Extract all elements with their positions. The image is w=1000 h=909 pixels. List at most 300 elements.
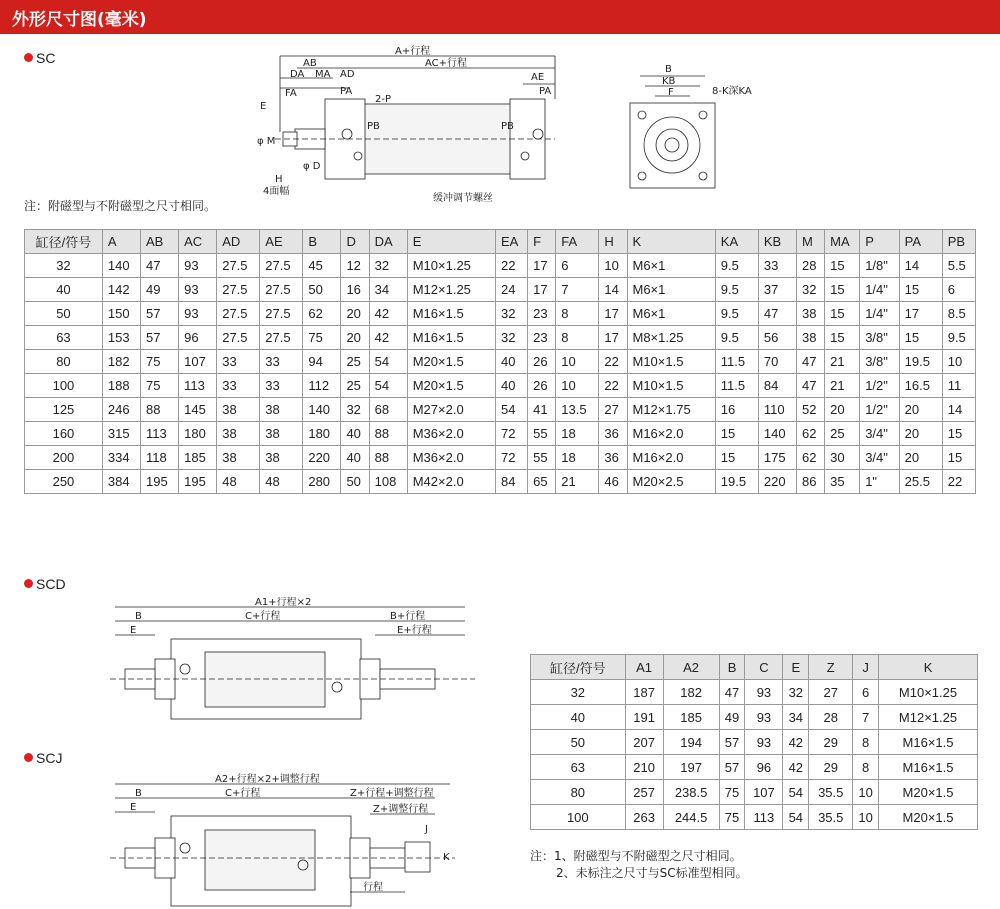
table-cell: 10 [853, 780, 879, 805]
table-cell: 93 [745, 705, 783, 730]
table-cell: 113 [179, 374, 217, 398]
table-cell: 11.5 [715, 350, 758, 374]
table-row [531, 730, 978, 755]
column-header: KB [758, 230, 796, 254]
table-cell: 32 [783, 680, 809, 705]
dim-4-flats: 4面幅 [263, 186, 290, 197]
table-cell: 47 [796, 350, 824, 374]
table-cell: M16×2.0 [627, 446, 715, 470]
table-cell: 150 [102, 302, 140, 326]
dim-stroke: 行程 [363, 882, 383, 893]
table-cell: 27 [599, 398, 627, 422]
table-cell: 20 [899, 446, 942, 470]
table-row [25, 350, 976, 374]
table-cell: 27.5 [217, 302, 260, 326]
dim-pa-right: PA [539, 86, 552, 97]
table-cell: M20×1.5 [407, 350, 495, 374]
table-cell: 10 [942, 350, 975, 374]
table-cell: 72 [496, 446, 528, 470]
table-cell: 17 [599, 326, 627, 350]
column-header: FA [556, 230, 599, 254]
table-cell: 47 [758, 302, 796, 326]
table-cell: 8 [556, 302, 599, 326]
table-cell: 100 [531, 805, 626, 830]
column-header: A2 [663, 655, 719, 680]
table-cell: 384 [102, 470, 140, 494]
table-cell: 197 [663, 755, 719, 780]
table-cell: 45 [303, 254, 341, 278]
table-cell: M36×2.0 [407, 422, 495, 446]
table-cell: 49 [141, 278, 179, 302]
column-header: B [719, 655, 745, 680]
column-header: C [745, 655, 783, 680]
table-cell: 6 [556, 254, 599, 278]
table-cell: 52 [796, 398, 824, 422]
table-cell: 112 [303, 374, 341, 398]
page-title: 外形尺寸图(毫米) [12, 10, 147, 30]
table-cell: 15 [942, 446, 975, 470]
table-cell: M16×2.0 [627, 422, 715, 446]
table-cell: 108 [369, 470, 407, 494]
table-cell: 84 [758, 374, 796, 398]
table-cell: 315 [102, 422, 140, 446]
table-cell: 1/2" [860, 398, 899, 422]
table-row [531, 680, 978, 705]
table-cell: M12×1.75 [627, 398, 715, 422]
table-cell: 34 [783, 705, 809, 730]
table-cell: 1/4" [860, 302, 899, 326]
table-cell: 62 [796, 446, 824, 470]
table-cell: 23 [528, 302, 556, 326]
header-bar [0, 0, 1000, 34]
table-row [25, 326, 976, 350]
dim-h: H [275, 174, 283, 185]
table-cell: M20×1.5 [407, 374, 495, 398]
table-cell: 32 [796, 278, 824, 302]
column-header: 缸径/符号 [531, 655, 626, 680]
dim-da: DA [290, 69, 305, 80]
table-cell: 118 [141, 446, 179, 470]
table-cell: 22 [599, 350, 627, 374]
table-cell: 20 [899, 422, 942, 446]
table-cell: 27.5 [260, 326, 303, 350]
dim-j: J [425, 824, 428, 835]
dim-phi-m: φ M [257, 136, 276, 147]
dim-b: B [135, 611, 142, 622]
table-cell: 94 [303, 350, 341, 374]
dim-z-adjust: Z+调整行程 [373, 804, 429, 815]
dim-e-stroke: E+行程 [397, 625, 432, 636]
table-cell: 10 [556, 350, 599, 374]
table-cell: 38 [217, 446, 260, 470]
table-cell: 238.5 [663, 780, 719, 805]
table-cell: 47 [796, 374, 824, 398]
table-cell: 14 [599, 278, 627, 302]
table-cell: 88 [369, 422, 407, 446]
table-cell: 93 [179, 302, 217, 326]
table-cell: 15 [825, 278, 860, 302]
table-cell: 33 [758, 254, 796, 278]
table-cell: 140 [303, 398, 341, 422]
column-header: PA [899, 230, 942, 254]
table-cell: 210 [625, 755, 663, 780]
table-cell: 40 [496, 374, 528, 398]
table-cell: M16×1.5 [879, 730, 978, 755]
table-cell: 207 [625, 730, 663, 755]
table-cell: 10 [599, 254, 627, 278]
column-header: EA [496, 230, 528, 254]
dim-pa-left: PA [340, 86, 353, 97]
table-cell: 15 [825, 254, 860, 278]
table-cell: 6 [853, 680, 879, 705]
sc-end-drawing [610, 58, 790, 198]
table-cell: 28 [809, 705, 853, 730]
table-cell: M6×1 [627, 302, 715, 326]
table-cell: 10 [853, 805, 879, 830]
dim-e: E [260, 101, 267, 112]
table-cell: 38 [260, 398, 303, 422]
dim-z-stroke-adjust: Z+行程+调整行程 [350, 788, 434, 799]
table-cell: 100 [25, 374, 103, 398]
table-cell: 56 [758, 326, 796, 350]
table-cell: 46 [599, 470, 627, 494]
dim-pb-left: PB [367, 121, 380, 132]
table-cell: 62 [303, 302, 341, 326]
cushion-screw-label: 缓冲调节螺丝 [433, 193, 493, 204]
table-cell: 75 [141, 374, 179, 398]
table-cell: 220 [303, 446, 341, 470]
table-row [25, 422, 976, 446]
table-row [25, 278, 976, 302]
dim-b-stroke: B+行程 [390, 611, 426, 622]
table-cell: 21 [825, 374, 860, 398]
table-cell: 26 [528, 374, 556, 398]
table-cell: 26 [528, 350, 556, 374]
table-cell: 17 [899, 302, 942, 326]
table-cell: 42 [369, 302, 407, 326]
column-header: Z [809, 655, 853, 680]
table-cell: 72 [496, 422, 528, 446]
section-sc-label: SC [24, 50, 55, 66]
column-header: A1 [625, 655, 663, 680]
table-cell: 246 [102, 398, 140, 422]
table-row [25, 374, 976, 398]
dim-f: F [668, 87, 674, 98]
table-cell: 24 [496, 278, 528, 302]
table-cell: 75 [719, 780, 745, 805]
table-cell: 40 [496, 350, 528, 374]
table-cell: 33 [260, 374, 303, 398]
dim-a2: A2+行程×2+调整行程 [215, 774, 320, 785]
table-cell: M12×1.25 [407, 278, 495, 302]
dim-kb: KB [662, 76, 676, 87]
table-cell: M42×2.0 [407, 470, 495, 494]
table-cell: 50 [303, 278, 341, 302]
table-cell: 7 [556, 278, 599, 302]
table-cell: 12 [341, 254, 369, 278]
table-cell: 14 [899, 254, 942, 278]
table-cell: 27.5 [217, 278, 260, 302]
table-cell: 38 [217, 398, 260, 422]
table-cell: 11 [942, 374, 975, 398]
table-cell: 142 [102, 278, 140, 302]
column-header: AD [217, 230, 260, 254]
dim-a1: A1+行程×2 [255, 597, 312, 608]
table-cell: 3/4" [860, 446, 899, 470]
table-cell: 40 [25, 278, 103, 302]
table-cell: 48 [260, 470, 303, 494]
table-cell: 21 [825, 350, 860, 374]
table-cell: 3/8" [860, 350, 899, 374]
table-cell: 16.5 [899, 374, 942, 398]
table-cell: 32 [496, 302, 528, 326]
table-cell: 93 [179, 278, 217, 302]
table-cell: 1/4" [860, 278, 899, 302]
table-cell: 145 [179, 398, 217, 422]
table-cell: 185 [179, 446, 217, 470]
column-header: B [303, 230, 341, 254]
table-cell: 27.5 [217, 326, 260, 350]
column-header: AB [141, 230, 179, 254]
scd-drawing [105, 597, 485, 727]
table-cell: 49 [719, 705, 745, 730]
sc-note: 注：附磁型与不附磁型之尺寸相同。 [24, 199, 217, 213]
column-header: PB [942, 230, 975, 254]
table-cell: 42 [369, 326, 407, 350]
table-cell: 21 [556, 470, 599, 494]
dim-b: B [135, 788, 142, 799]
table-cell: 20 [825, 398, 860, 422]
scj-drawing [105, 770, 485, 909]
table-cell: 17 [528, 254, 556, 278]
table-cell: 36 [599, 422, 627, 446]
table-cell: 54 [783, 780, 809, 805]
table-cell: 182 [663, 680, 719, 705]
table-cell: 42 [783, 730, 809, 755]
table-cell: M16×1.5 [407, 302, 495, 326]
table-cell: 113 [141, 422, 179, 446]
column-header: 缸径/符号 [25, 230, 103, 254]
table-cell: 1/2" [860, 374, 899, 398]
table-cell: 63 [25, 326, 103, 350]
table-cell: 32 [341, 398, 369, 422]
table-cell: M16×1.5 [879, 755, 978, 780]
table-cell: 191 [625, 705, 663, 730]
table-cell: 22 [496, 254, 528, 278]
column-header: A [102, 230, 140, 254]
table-row [25, 254, 976, 278]
table-cell: 188 [102, 374, 140, 398]
table-cell: 93 [745, 730, 783, 755]
table-cell: 17 [528, 278, 556, 302]
table-cell: 19.5 [899, 350, 942, 374]
table-cell: 195 [141, 470, 179, 494]
table-cell: 75 [719, 805, 745, 830]
table-cell: 27 [809, 680, 853, 705]
column-header: K [879, 655, 978, 680]
table-cell: 8 [853, 730, 879, 755]
table-cell: 80 [531, 780, 626, 805]
table-cell: 38 [217, 422, 260, 446]
table-cell: M20×2.5 [627, 470, 715, 494]
table-cell: 57 [719, 755, 745, 780]
table-cell: 7 [853, 705, 879, 730]
table-cell: 125 [25, 398, 103, 422]
table-cell: 32 [531, 680, 626, 705]
column-header: K [627, 230, 715, 254]
table-cell: M8×1.25 [627, 326, 715, 350]
dim-c: C+行程 [245, 611, 281, 622]
table-cell: 20 [899, 398, 942, 422]
table-cell: 27.5 [260, 302, 303, 326]
table-header-row [531, 655, 978, 680]
table-cell: 65 [528, 470, 556, 494]
table-cell: M10×1.25 [407, 254, 495, 278]
table-cell: 54 [496, 398, 528, 422]
table-cell: 187 [625, 680, 663, 705]
table-row [531, 705, 978, 730]
table-cell: 107 [745, 780, 783, 805]
table-cell: 9.5 [715, 278, 758, 302]
table-cell: 42 [783, 755, 809, 780]
table-cell: 15 [715, 422, 758, 446]
table-cell: 96 [745, 755, 783, 780]
table-cell: 86 [796, 470, 824, 494]
table-cell: 29 [809, 730, 853, 755]
table-cell: 29 [809, 755, 853, 780]
table-cell: 32 [369, 254, 407, 278]
table-cell: 33 [260, 350, 303, 374]
table-cell: 47 [719, 680, 745, 705]
scd-dimension-table [530, 654, 978, 830]
table-cell: 27.5 [217, 254, 260, 278]
table-cell: 250 [25, 470, 103, 494]
table-cell: 30 [825, 446, 860, 470]
table-cell: 15 [715, 446, 758, 470]
table-cell: 57 [141, 326, 179, 350]
column-header: P [860, 230, 899, 254]
table-cell: 244.5 [663, 805, 719, 830]
table-cell: M20×1.5 [879, 780, 978, 805]
dim-k: K [443, 852, 450, 863]
table-cell: M10×1.5 [627, 350, 715, 374]
table-cell: 15 [899, 278, 942, 302]
table-cell: 22 [942, 470, 975, 494]
sc-dimension-table [24, 229, 976, 494]
dim-ad: AD [340, 69, 355, 80]
table-cell: 20 [341, 326, 369, 350]
table-cell: M20×1.5 [879, 805, 978, 830]
table-cell: 280 [303, 470, 341, 494]
table-cell: M6×1 [627, 278, 715, 302]
dim-2p: 2-P [375, 94, 392, 105]
table-cell: 38 [796, 326, 824, 350]
table-row [531, 780, 978, 805]
column-header: KA [715, 230, 758, 254]
table-cell: M27×2.0 [407, 398, 495, 422]
bullet-dot-icon [24, 579, 33, 588]
table-cell: 54 [369, 350, 407, 374]
table-cell: M10×1.5 [627, 374, 715, 398]
table-cell: 35.5 [809, 805, 853, 830]
scd-note-1: 注：1、附磁型与不附磁型之尺寸相同。 [530, 849, 742, 863]
dim-pb-right: PB [501, 121, 514, 132]
section-scd-label: SCD [24, 576, 66, 592]
dim-fa: FA [285, 88, 297, 99]
table-cell: 9.5 [715, 326, 758, 350]
table-cell: 75 [141, 350, 179, 374]
table-cell: 140 [102, 254, 140, 278]
table-cell: 16 [715, 398, 758, 422]
table-cell: 70 [758, 350, 796, 374]
table-cell: M12×1.25 [879, 705, 978, 730]
table-cell: 40 [341, 446, 369, 470]
table-cell: 257 [625, 780, 663, 805]
table-row [25, 302, 976, 326]
column-header: F [528, 230, 556, 254]
table-cell: 57 [719, 730, 745, 755]
dim-8k-depth: 8-K深KA [712, 86, 752, 97]
table-cell: 16 [341, 278, 369, 302]
table-cell: 1" [860, 470, 899, 494]
column-header: AE [260, 230, 303, 254]
table-cell: 153 [102, 326, 140, 350]
table-cell: 15 [825, 326, 860, 350]
table-cell: 50 [25, 302, 103, 326]
table-cell: 38 [260, 422, 303, 446]
section-scj-label: SCJ [24, 750, 62, 766]
table-cell: 38 [796, 302, 824, 326]
table-cell: 36 [599, 446, 627, 470]
table-cell: 8 [853, 755, 879, 780]
column-header: E [407, 230, 495, 254]
table-cell: M10×1.25 [879, 680, 978, 705]
table-cell: 17 [599, 302, 627, 326]
table-cell: 11.5 [715, 374, 758, 398]
table-cell: 15 [942, 422, 975, 446]
table-cell: 41 [528, 398, 556, 422]
table-cell: 110 [758, 398, 796, 422]
table-cell: 88 [369, 446, 407, 470]
table-cell: 25 [341, 374, 369, 398]
table-header-row [25, 230, 976, 254]
column-header: M [796, 230, 824, 254]
table-row [25, 470, 976, 494]
table-cell: 20 [341, 302, 369, 326]
table-cell: 63 [531, 755, 626, 780]
table-cell: 8 [556, 326, 599, 350]
table-cell: 35 [825, 470, 860, 494]
table-cell: 27.5 [260, 254, 303, 278]
table-cell: 18 [556, 422, 599, 446]
dim-e: E [130, 625, 137, 636]
table-cell: 32 [25, 254, 103, 278]
table-cell: 18 [556, 446, 599, 470]
table-cell: 3/4" [860, 422, 899, 446]
table-cell: 185 [663, 705, 719, 730]
dim-a-stroke: A+行程 [395, 46, 431, 57]
table-cell: 23 [528, 326, 556, 350]
table-cell: 32 [496, 326, 528, 350]
dim-b-end: B [665, 64, 672, 75]
bullet-dot-icon [24, 53, 33, 62]
table-cell: 180 [179, 422, 217, 446]
dim-ab: AB [303, 58, 317, 69]
table-cell: 194 [663, 730, 719, 755]
dim-ac-stroke: AC+行程 [425, 58, 468, 69]
table-cell: 3/8" [860, 326, 899, 350]
column-header: J [853, 655, 879, 680]
